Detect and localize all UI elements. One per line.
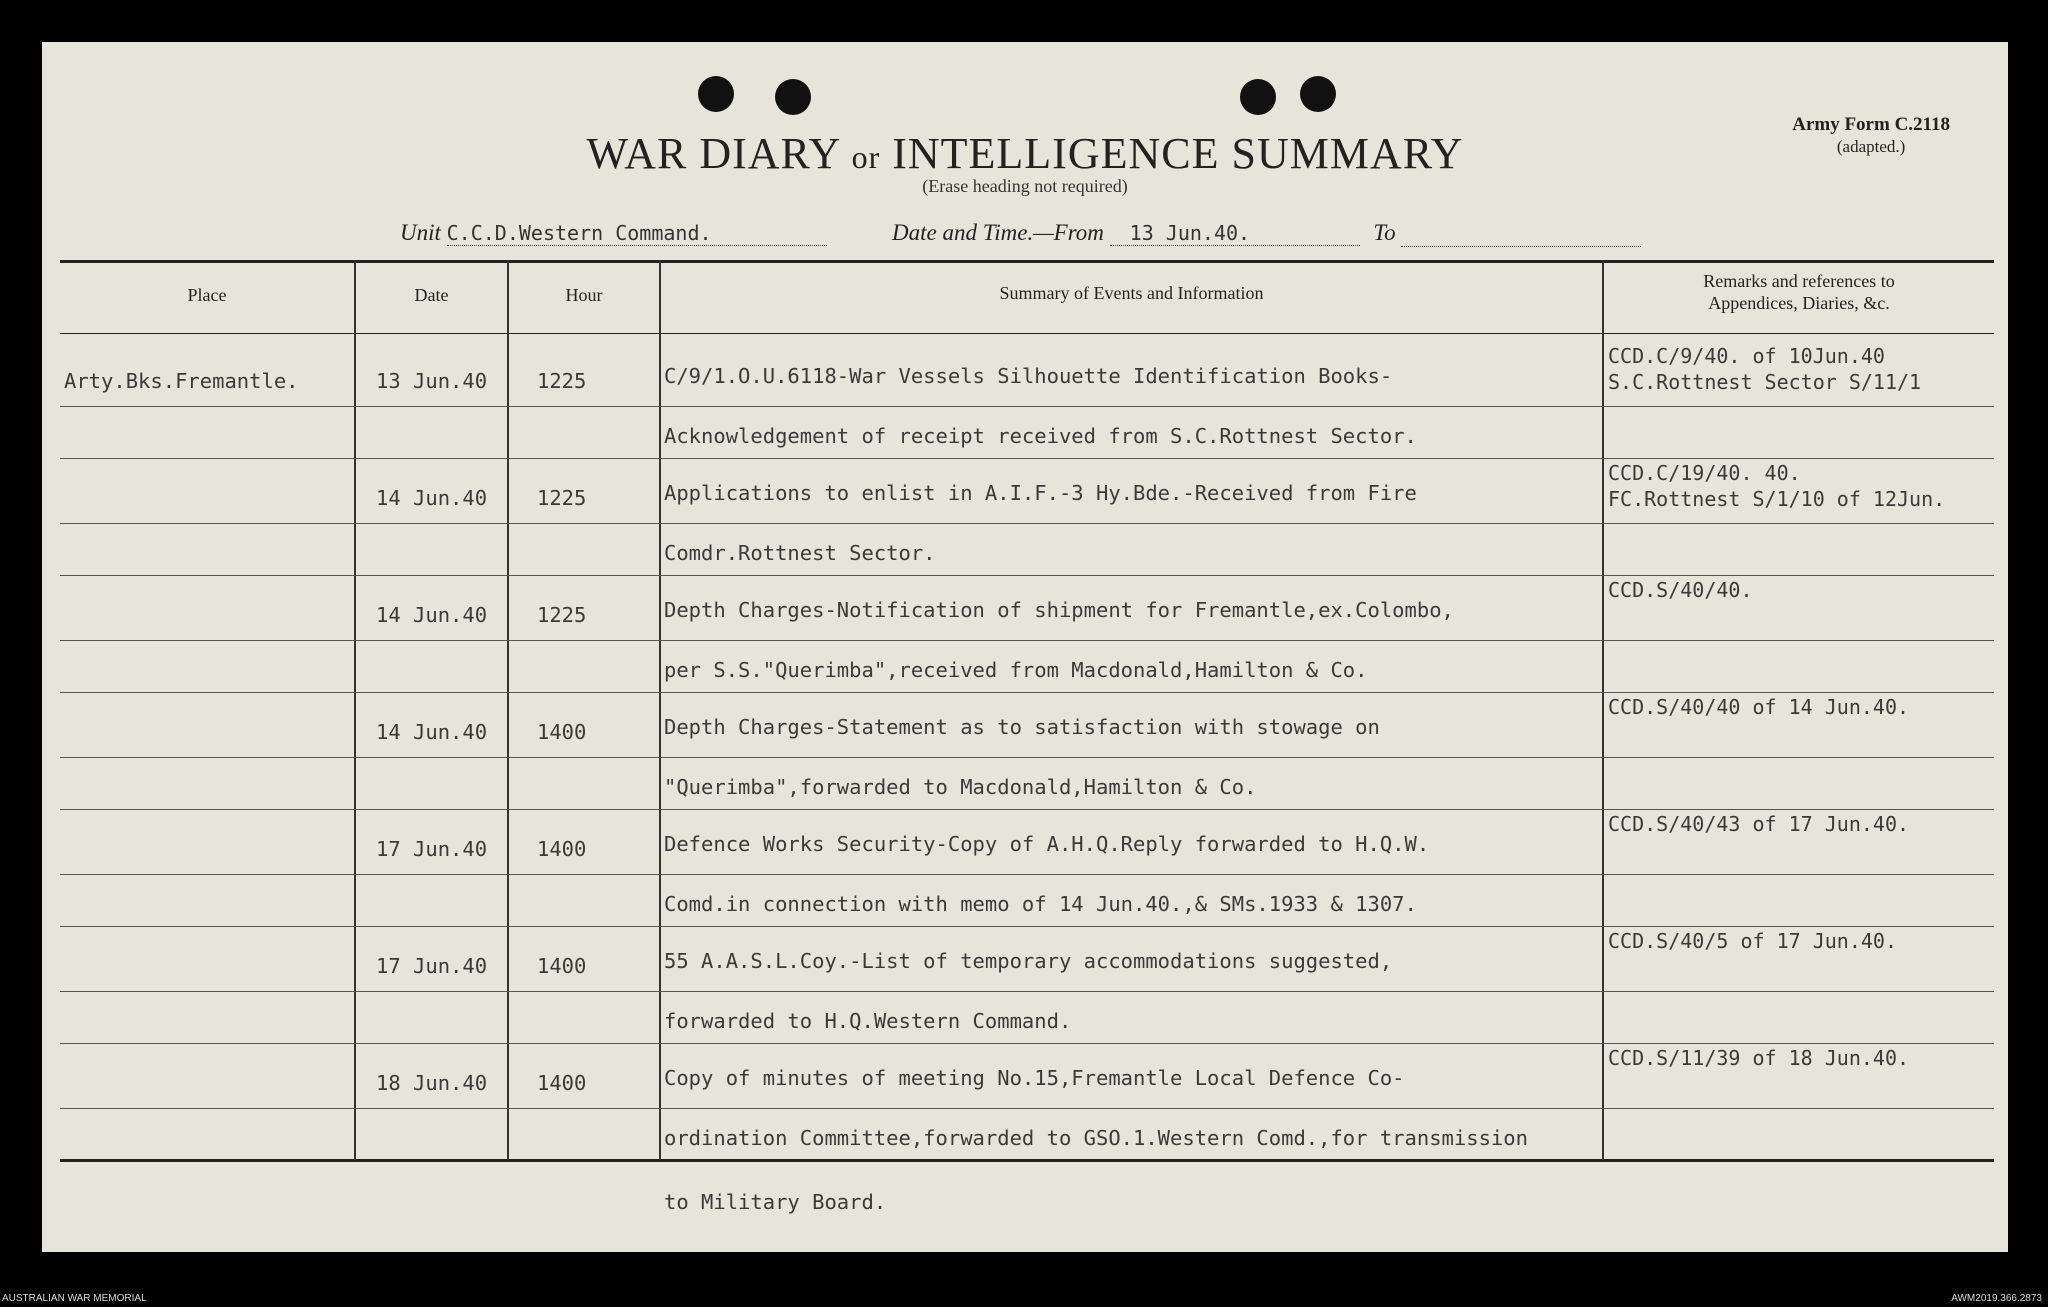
summary-line: Acknowledgement of receipt received from S.C.Rottnest Sector. xyxy=(664,424,1417,448)
col-header-summary: Summary of Events and Information xyxy=(999,283,1264,303)
date-cell: 13 Jun.40 xyxy=(376,369,488,393)
title-part: WAR DIARY xyxy=(586,129,840,178)
row-rule xyxy=(60,692,1994,693)
remarks-header-line: Remarks and references to xyxy=(1703,271,1895,291)
col-header-hour: Hour xyxy=(565,285,603,305)
remarks-line: CCD.S/40/43 of 17 Jun.40. xyxy=(1608,812,1910,836)
punch-hole xyxy=(1300,76,1336,112)
punch-hole xyxy=(698,76,734,112)
footer-left: AUSTRALIAN WAR MEMORIAL xyxy=(2,1293,147,1304)
place-cell: Arty.Bks.Fremantle. xyxy=(64,369,299,393)
unit-label: Unit xyxy=(400,220,441,245)
date-cell: 17 Jun.40 xyxy=(376,954,488,978)
remarks-line: FC.Rottnest S/1/10 of 12Jun. xyxy=(1608,487,1946,511)
row-rule xyxy=(60,874,1994,875)
col-header-remarks xyxy=(1604,270,1994,314)
title-or: or xyxy=(851,139,881,175)
unit-value: C.C.D.Western Command. xyxy=(447,221,827,246)
remarks-header-line: Appendices, Diaries, &c. xyxy=(1708,293,1890,313)
unit-line xyxy=(400,220,827,246)
punch-hole xyxy=(1240,79,1276,115)
row-rule xyxy=(60,1108,1994,1109)
col-header-date: Date xyxy=(414,285,449,305)
row-rule xyxy=(60,458,1994,459)
hour-cell: 1400 xyxy=(537,837,587,861)
remarks-line: CCD.S/40/5 of 17 Jun.40. xyxy=(1608,929,1897,953)
remarks-line: CCD.S/40/40 of 14 Jun.40. xyxy=(1608,695,1910,719)
summary-line: Copy of minutes of meeting No.15,Fremantle Local Defence Co- xyxy=(664,1066,1405,1090)
row-rule xyxy=(60,406,1994,407)
header-rule xyxy=(60,333,1994,334)
summary-line: per S.S."Querimba",received from Macdonald,Hamilton & Co. xyxy=(664,658,1368,682)
column-divider xyxy=(659,260,661,1160)
hour-cell: 1400 xyxy=(537,954,587,978)
summary-line: ordination Committee,forwarded to GSO.1.Western Comd.,for transmission xyxy=(664,1126,1528,1150)
date-to-label: To xyxy=(1373,220,1396,245)
hour-cell: 1225 xyxy=(537,603,587,627)
column-divider xyxy=(507,260,509,1160)
date-cell: 14 Jun.40 xyxy=(376,486,488,510)
remarks-line: S.C.Rottnest Sector S/11/1 xyxy=(1608,370,1922,394)
summary-line: C/9/1.O.U.6118-War Vessels Silhouette Identification Books- xyxy=(664,364,1393,388)
row-rule xyxy=(60,575,1994,576)
summary-line: forwarded to H.Q.Western Command. xyxy=(664,1009,1072,1033)
remarks-line: CCD.S/40/40. xyxy=(1608,578,1753,602)
summary-line: Applications to enlist in A.I.F.-3 Hy.Bde.-Received from Fire xyxy=(664,481,1417,505)
table-bottom-rule xyxy=(60,1159,1994,1162)
row-rule xyxy=(60,926,1994,927)
date-to-value xyxy=(1401,220,1641,247)
row-rule xyxy=(60,757,1994,758)
remarks-line: CCD.S/11/39 of 18 Jun.40. xyxy=(1608,1046,1910,1070)
date-cell: 18 Jun.40 xyxy=(376,1071,488,1095)
form-subtitle: (Erase heading not required) xyxy=(922,176,1128,196)
form-number: Army Form C.2118 xyxy=(1792,114,1950,135)
form-title xyxy=(42,128,2008,179)
punch-hole xyxy=(775,79,811,115)
date-from-label: Date and Time.—From xyxy=(892,220,1104,245)
hour-cell: 1225 xyxy=(537,486,587,510)
date-line xyxy=(892,220,1641,247)
form-reference xyxy=(1792,114,1950,158)
column-divider xyxy=(1602,260,1604,1160)
row-rule xyxy=(60,1043,1994,1044)
diary-sheet xyxy=(42,42,2008,1252)
col-header-place: Place xyxy=(187,285,227,305)
summary-line: 55 A.A.S.L.Coy.-List of temporary accommodations suggested, xyxy=(664,949,1393,973)
row-rule xyxy=(60,809,1994,810)
summary-line: Comd.in connection with memo of 14 Jun.40.,& SMs.1933 & 1307. xyxy=(664,892,1417,916)
row-rule xyxy=(60,640,1994,641)
date-cell: 14 Jun.40 xyxy=(376,603,488,627)
row-rule xyxy=(60,523,1994,524)
summary-line: Depth Charges-Notification of shipment for Fremantle,ex.Colombo, xyxy=(664,598,1454,622)
continuation-line: to Military Board. xyxy=(664,1190,887,1214)
hour-cell: 1400 xyxy=(537,1071,587,1095)
form-adapted: (adapted.) xyxy=(1836,137,1906,156)
hour-cell: 1225 xyxy=(537,369,587,393)
row-rule xyxy=(60,991,1994,992)
summary-line: "Querimba",forwarded to Macdonald,Hamilton & Co. xyxy=(664,775,1257,799)
table-top-rule xyxy=(60,260,1994,263)
date-from-value: 13 Jun.40. xyxy=(1110,221,1360,246)
hour-cell: 1400 xyxy=(537,720,587,744)
summary-line: Comdr.Rottnest Sector. xyxy=(664,541,936,565)
title-part: INTELLIGENCE SUMMARY xyxy=(892,129,1464,178)
summary-line: Depth Charges-Statement as to satisfaction with stowage on xyxy=(664,715,1380,739)
column-divider xyxy=(354,260,356,1160)
date-cell: 14 Jun.40 xyxy=(376,720,488,744)
remarks-line: CCD.C/9/40. of 10Jun.40 xyxy=(1608,344,1885,368)
date-cell: 17 Jun.40 xyxy=(376,837,488,861)
summary-line: Defence Works Security-Copy of A.H.Q.Reply forwarded to H.Q.W. xyxy=(664,832,1430,856)
footer-right: AWM2019.366.2873 xyxy=(1951,1293,2042,1304)
remarks-line: CCD.C/19/40. 40. xyxy=(1608,461,1801,485)
